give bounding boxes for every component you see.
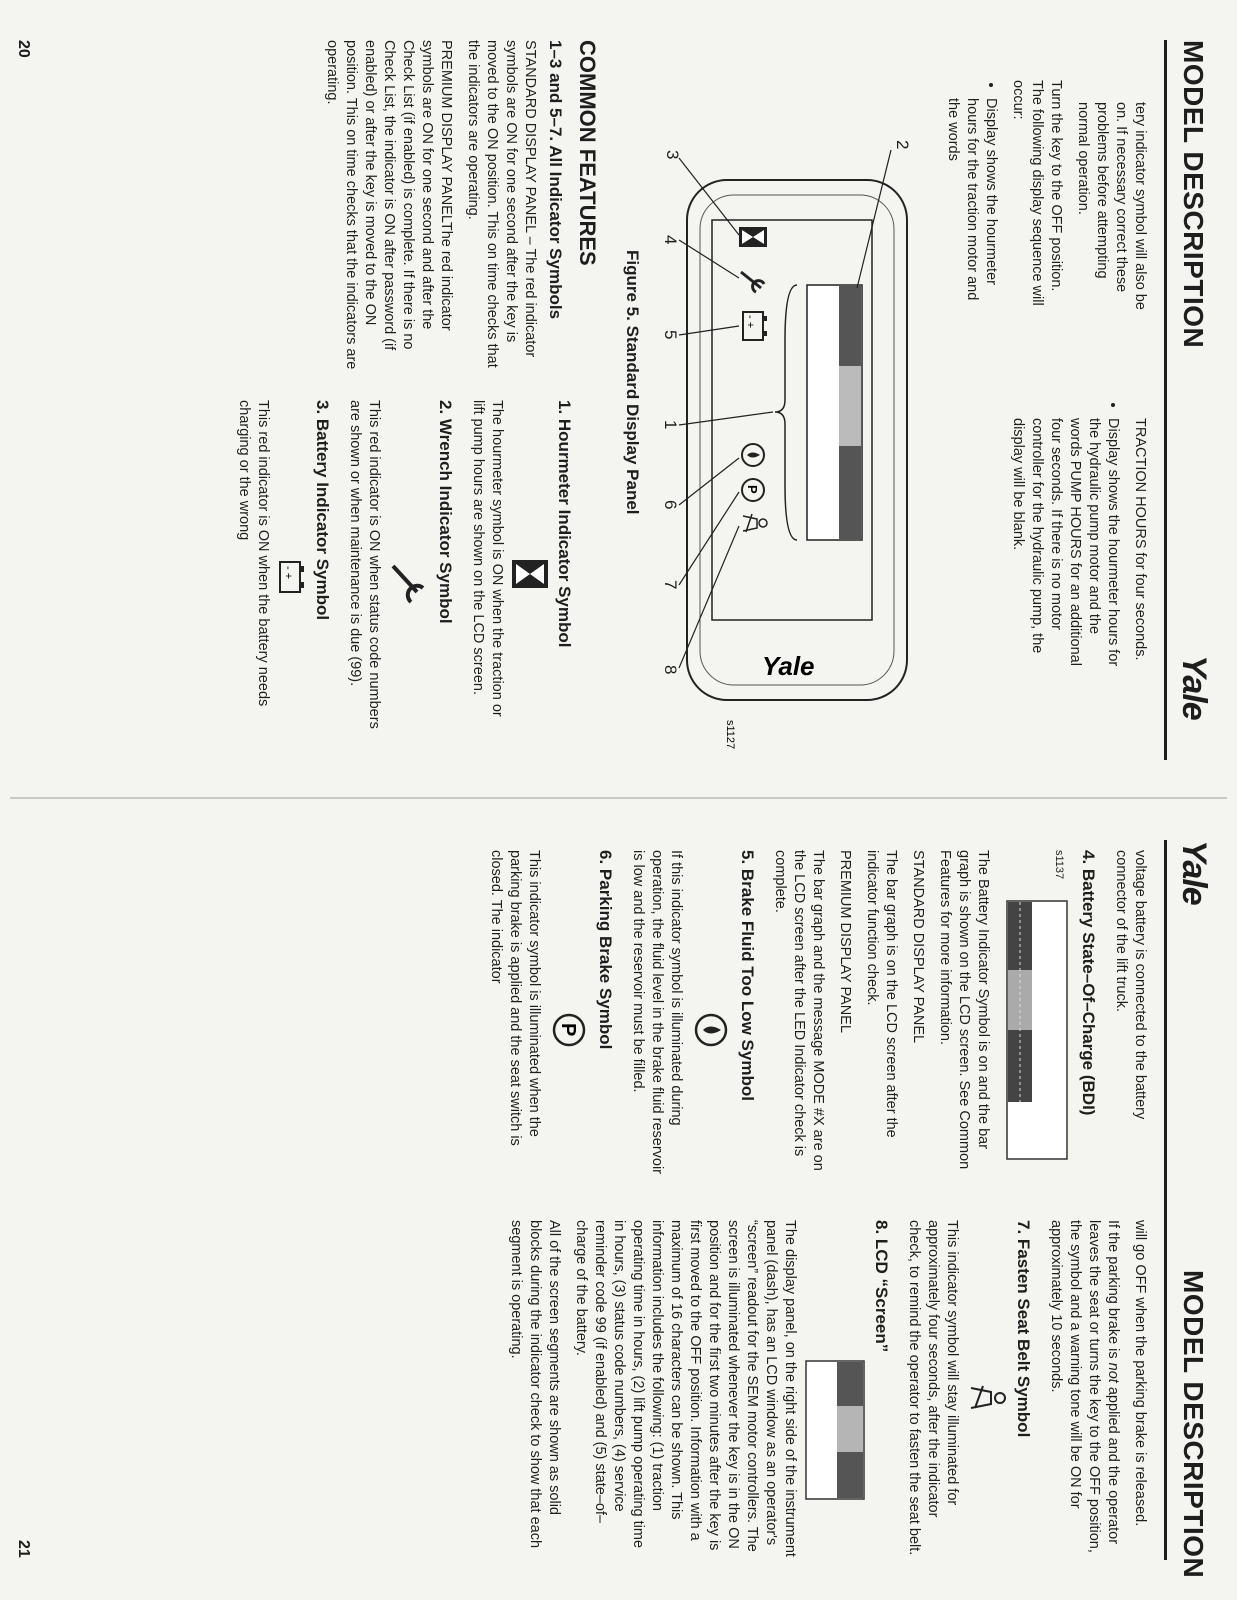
svg-text:P: P xyxy=(557,1023,579,1037)
hourmeter-text: The hourmeter symbol is ON when the traction or lift pump hours are shown on the LCD screen. xyxy=(470,400,505,717)
header-rule xyxy=(1164,40,1167,760)
bdi-heading: 4. Battery State–Of–Charge (BDI) xyxy=(1079,850,1098,1116)
standard-display-panel-figure xyxy=(647,40,927,770)
battery-icon xyxy=(278,560,306,594)
bdi-text-2: The bar graph is on the LCD screen after the indicator function check. xyxy=(864,850,899,1138)
callout-1: 1 xyxy=(661,420,680,430)
hourmeter-heading: 1. Hourmeter Indicator Symbol xyxy=(555,400,574,648)
page-header-title: MODEL DESCRIPTION xyxy=(1178,40,1209,349)
all-indicators-standard: STANDARD DISPLAY PANEL – The red indicator symbols are ON for one second after the key is moved to the ON position. This on time checks that the indicators are operating. xyxy=(465,40,538,368)
seat-belt-icon xyxy=(743,514,767,532)
all-indicators-premium: PREMIUM DISPLAY PANELThe red indicator symbols are ON for one second and after the Check List (if enabled) is complete. If there is no Check List, the indicator is ON after password (if enabled) or after the key is moved to the ON position. This on time checks that the indicators are operating. xyxy=(324,40,454,370)
parking-brake-text: This indicator symbol is illuminated when the parking brake is applied and the seat switch is closed. The indicator xyxy=(488,850,542,1146)
svg-text:P: P xyxy=(745,485,760,494)
battery-heading: 3. Battery Indicator Symbol xyxy=(313,400,332,621)
wrench-text: This red indicator is ON when status code numbers are shown or when maintenance is due (99). xyxy=(347,400,382,729)
callout-7: 7 xyxy=(661,580,680,590)
battery-continuation: voltage battery is connected to the battery connector of the lift truck. xyxy=(1113,850,1148,1120)
intro-key-off: Turn the key to the OFF position. The following display sequence will occur: xyxy=(1010,80,1064,306)
lcd-text-2: All of the screen segments are shown as solid blocks during the indicator check to show that each segment is operating. xyxy=(508,1220,562,1549)
bdi-text-1: The Battery Indicator Symbol is on and the bar graph is shown on the LCD screen. See Common Features for more information. xyxy=(937,850,991,1170)
bdi-bar-graph xyxy=(1006,900,1068,1160)
seat-belt-heading: 7. Fasten Seat Belt Symbol xyxy=(1014,1220,1033,1438)
wrench-icon xyxy=(741,272,764,292)
bdi-figure-id: s1137 xyxy=(1053,850,1065,880)
bdi-standard-label: STANDARD DISPLAY PANEL xyxy=(910,850,926,1044)
bdi-premium-label: PREMIUM DISPLAY PANEL xyxy=(837,850,853,1033)
callout-6: 6 xyxy=(661,500,680,510)
hourglass-icon xyxy=(739,227,767,247)
svg-text:- +: - + xyxy=(744,315,756,329)
not-applied-text-a: If the parking brake is xyxy=(1105,1220,1121,1363)
lcd-screen-graphic xyxy=(805,1360,865,1500)
intro-bullet-1-cont: TRACTION HOURS for four seconds. xyxy=(1132,418,1148,661)
brake-fluid-icon xyxy=(742,444,764,466)
figure-id: s1127 xyxy=(724,720,736,750)
panel-housing xyxy=(687,180,907,700)
header-logo: Yale xyxy=(1175,840,1213,905)
header-rule xyxy=(1164,840,1167,1560)
intro-column xyxy=(935,80,1149,320)
brake-fluid-text: If this indicator symbol is illuminated during operation, the fluid level in the brake fluid reservoir is low and the reservoir must be filled. xyxy=(630,850,684,1175)
wrench-icon xyxy=(389,560,429,610)
wrench-heading: 2. Wrench Indicator Symbol xyxy=(436,400,455,624)
intro-bullet-1: • Display shows the hourmeter hours for the traction motor and the words xyxy=(943,98,1000,320)
hourglass-icon xyxy=(512,560,548,588)
figure-caption: Figure 5. Standard Display Panel xyxy=(623,250,642,515)
parking-brake-continuation: will go OFF when the parking brake is released. xyxy=(1132,1220,1148,1527)
lcd-text-1: The display panel, on the right side of the instrument panel (dash), has an LCD window as an operator's “screen” readout for the SEM motor controllers. The screen is illuminated whenever the key is in the ON position and for the first two minutes after the key is first moved to the OFF position. Information with a maximum of 16 characters can be shown. This information includes the following: (1) traction operating time in hours, (2) lift pump operating time in hours, (3) status code numbers, (4) service reminder code 99 (if enabled) and (5) state–of–charge of the battery. xyxy=(573,1220,798,1557)
parking-brake-icon xyxy=(549,1010,589,1050)
brake-fluid-heading: 5. Brake Fluid Too Low Symbol xyxy=(738,850,757,1101)
right-page xyxy=(0,800,1237,1600)
intro-continuation: tery indicator symbol will also be on. If necessary correct these problems before attempting normal operation. xyxy=(1075,102,1148,310)
seat-belt-text: This indicator symbol will stay illuminated for approximately four seconds, after the indicator check, to remind the operator to fasten the seat belt. xyxy=(906,1220,960,1556)
intro-bullet-2: • Display shows the hourmeter hours for the hydraulic pump motor and the words PUMP HOURS for an additional four seconds. If there is no motor controller for the hydraulic pump, the display will be blank. xyxy=(1008,418,1122,670)
callout-3: 3 xyxy=(663,150,682,160)
battery-icon xyxy=(743,312,767,340)
callout-5: 5 xyxy=(661,330,680,340)
not-applied-text-b: applied and the operator leaves the seat or turns the key to the OFF position, the symbol and a warning tone will be ON for approximately 10 seconds. xyxy=(1048,1220,1121,1553)
panel-housing-inner xyxy=(700,195,894,685)
intro-column-2 xyxy=(1000,400,1149,670)
lcd-brace xyxy=(775,285,797,540)
page-gutter xyxy=(10,797,1227,799)
page-number-right: 21 xyxy=(15,1540,32,1558)
parking-brake-icon xyxy=(742,479,764,501)
header-logo: Yale xyxy=(1175,655,1213,720)
common-features-column xyxy=(314,40,607,370)
page-number-left: 20 xyxy=(15,40,32,58)
lcd-segment-dark xyxy=(839,286,861,366)
parking-brake-heading: 6. Parking Brake Symbol xyxy=(596,850,615,1050)
svg-text:- +: - + xyxy=(282,566,294,580)
callout-4: 4 xyxy=(661,235,680,245)
callout-2: 2 xyxy=(893,140,912,150)
common-features-heading: COMMON FEATURES xyxy=(575,40,600,266)
common-features-column-2 xyxy=(226,400,587,730)
not-applied-emphasis: not xyxy=(1105,1362,1121,1383)
callout-8: 8 xyxy=(661,665,680,675)
right-column-1 xyxy=(478,850,1149,1180)
bdi-text-3: The bar graph and the message MODE #X are on the LCD screen after the LED Indicator check is complete. xyxy=(772,850,826,1171)
bdi-figure xyxy=(992,850,1072,1180)
lcd-segment-light xyxy=(839,366,861,446)
panel-brand: Yale xyxy=(762,651,815,681)
seat-belt-icon xyxy=(967,1380,1007,1414)
all-indicators-heading: 1–3 and 5–7. All Indicator Symbols xyxy=(546,40,565,320)
lcd-heading: 8. LCD “Screen” xyxy=(872,1220,891,1353)
right-column-2 xyxy=(498,1220,1149,1560)
parking-brake-not-applied xyxy=(1046,1220,1122,1560)
lcd-segment-dark-2 xyxy=(839,446,861,539)
brake-fluid-icon xyxy=(691,1010,731,1050)
battery-text: This red indicator is ON when the battery needs charging or the wrong xyxy=(236,400,271,707)
page-header-title: MODEL DESCRIPTION xyxy=(1178,1270,1209,1579)
